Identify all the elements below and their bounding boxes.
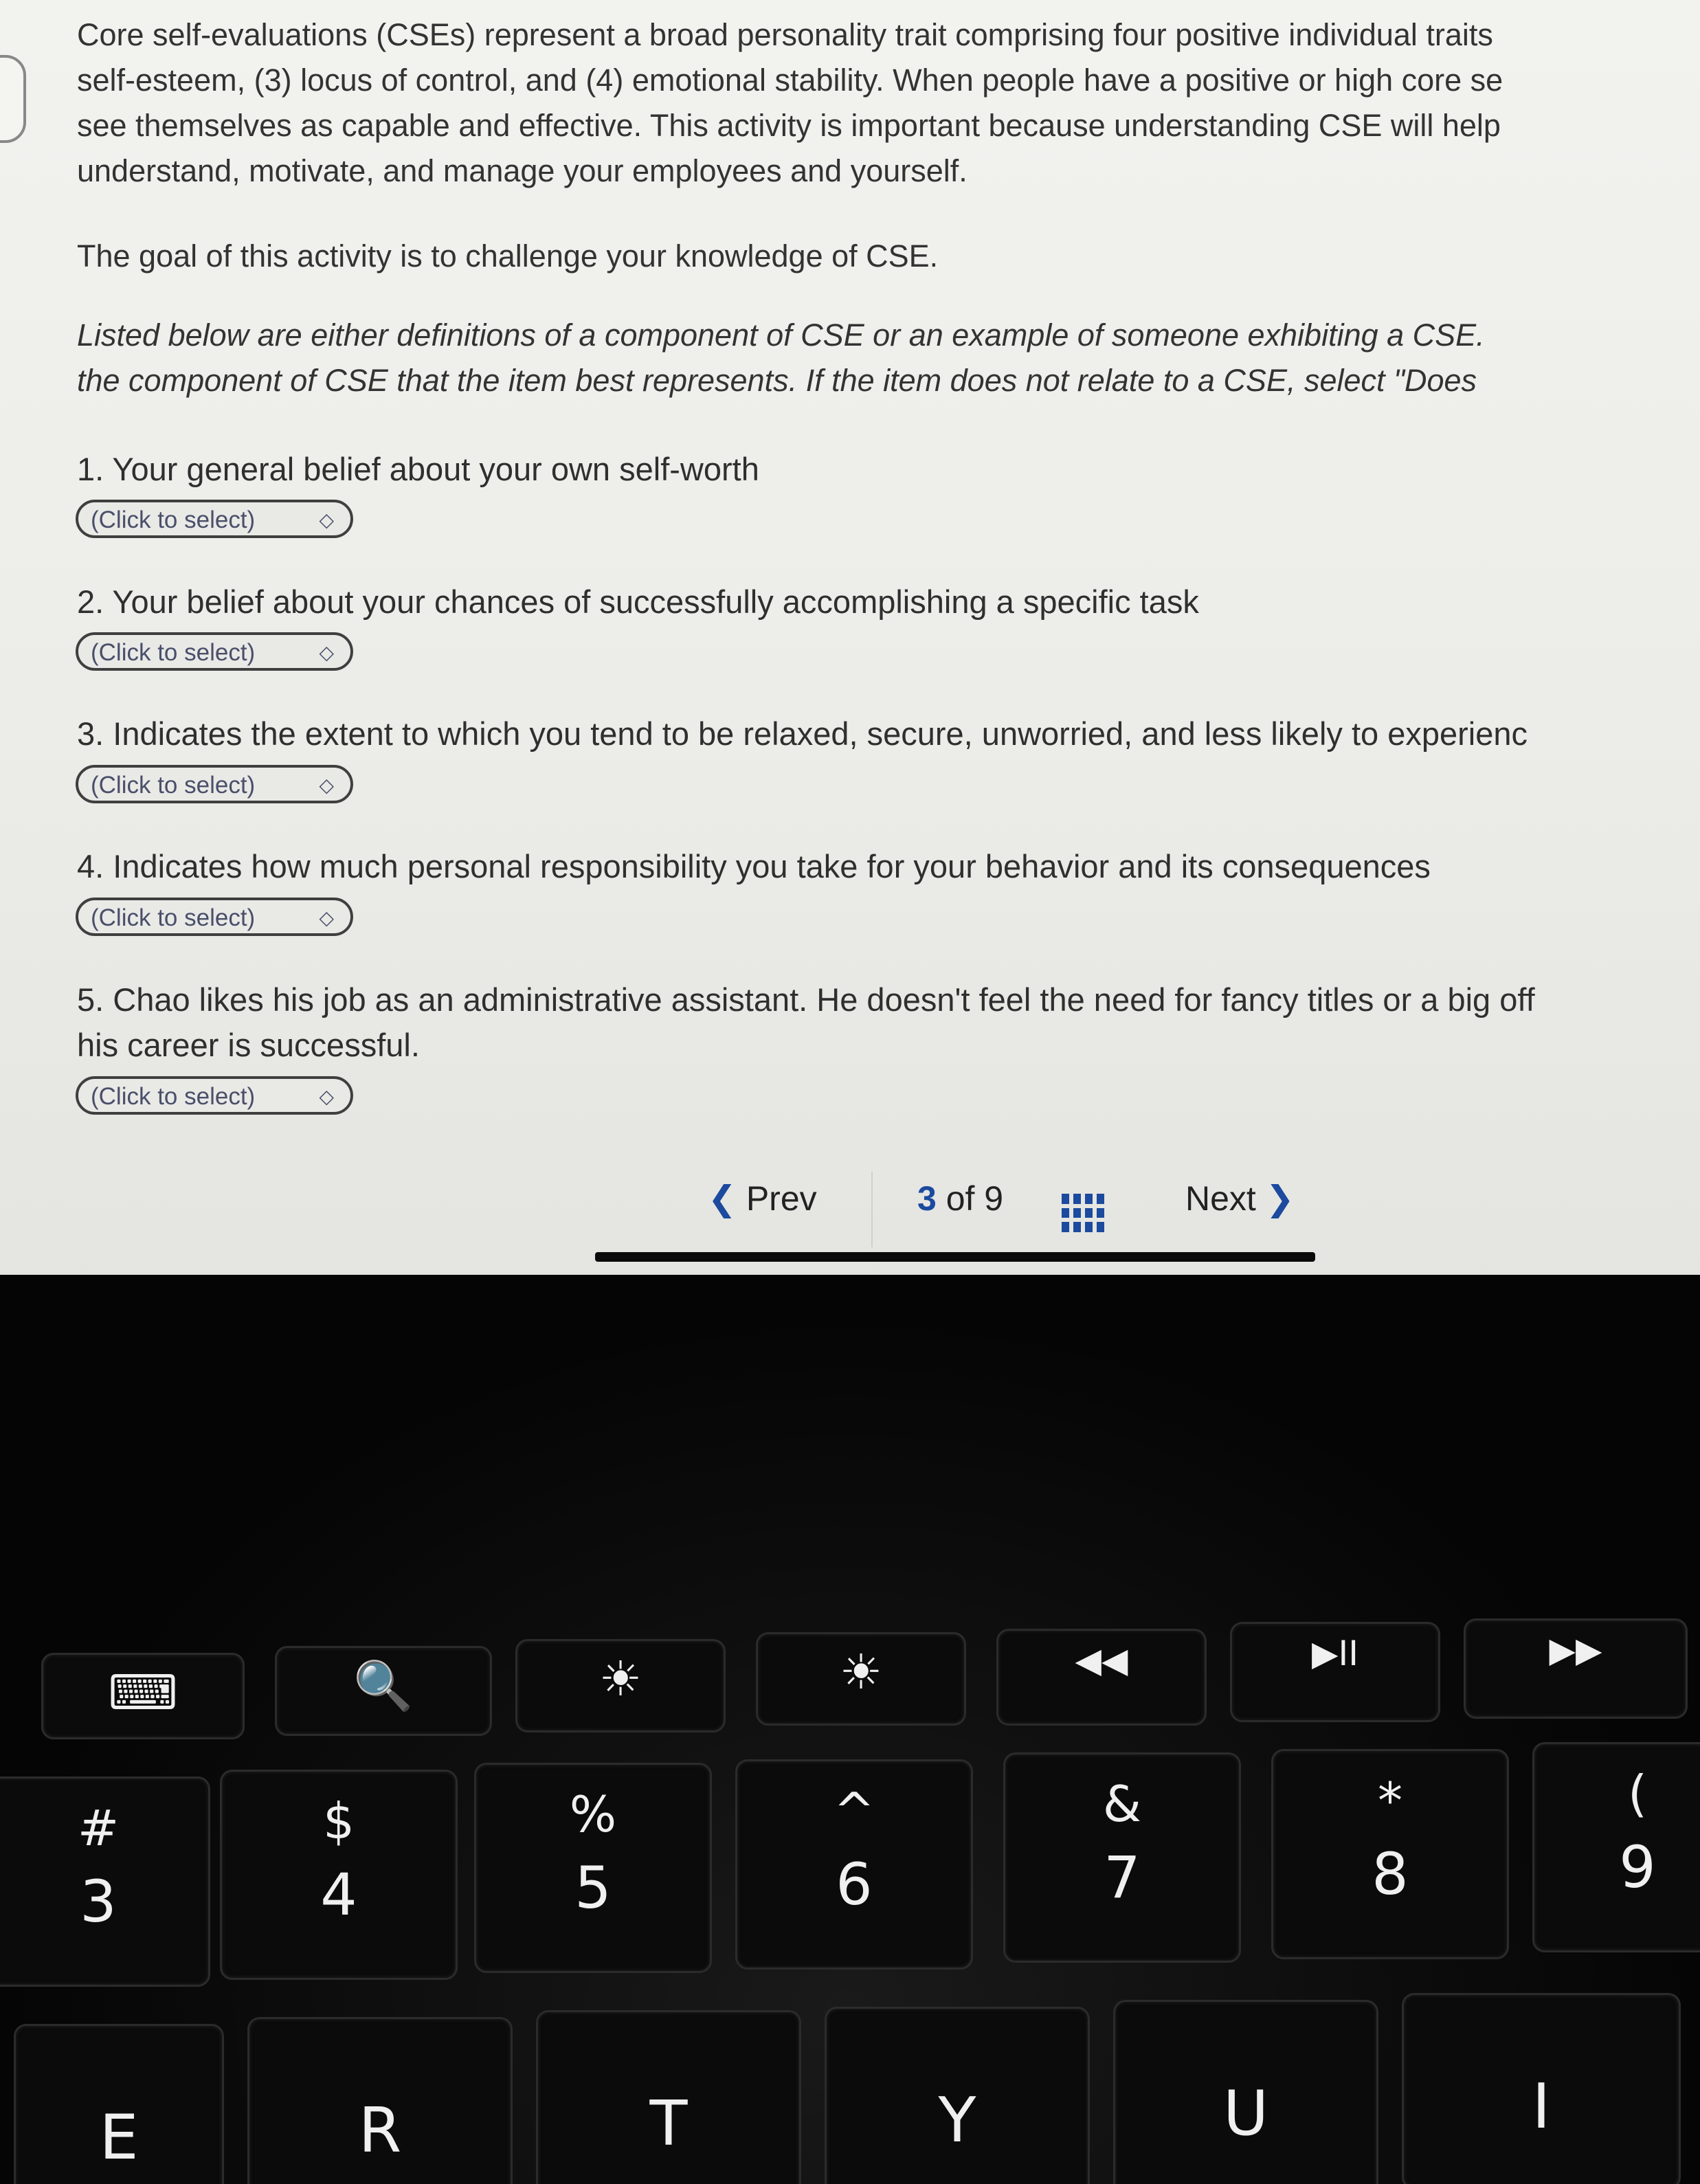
keyboard-backlight-key: [41, 1653, 245, 1739]
intro-line: understand, motivate, and manage your employees and yourself.: [77, 153, 968, 188]
key-symbol: $: [323, 1792, 355, 1850]
select-label: (Click to select): [91, 904, 256, 931]
chevron-right-icon: ❯: [1265, 1179, 1295, 1218]
key-letter: R: [358, 2095, 402, 2167]
key-digit: 9: [1619, 1834, 1656, 1901]
key-symbol: (: [1627, 1765, 1648, 1823]
key-8: [1271, 1749, 1509, 1959]
key-6: [735, 1759, 973, 1970]
key-symbol: &: [1102, 1775, 1142, 1833]
question-1-text: 1. Your general belief about your own self-worth: [77, 451, 759, 487]
fast-forward-icon: ▶▶: [1549, 1630, 1602, 1670]
chevron-updown-icon: ◇: [319, 509, 334, 531]
question-2-text: 2. Your belief about your chances of successfully accomplishing a specific task: [77, 583, 1199, 620]
key-7: [1003, 1752, 1241, 1963]
goal-text: The goal of this activity is to challenge your knowledge of CSE.: [77, 238, 939, 274]
screen-bezel: [0, 1275, 1700, 1309]
intro-line: self-esteem, (3) locus of control, and (4) emotional stability. When people have a positive or high core se: [77, 63, 1503, 98]
chevron-updown-icon: ◇: [319, 775, 334, 796]
key-u: [1113, 2000, 1378, 2184]
key-digit: 4: [320, 1861, 357, 1928]
question-3-select[interactable]: [76, 765, 353, 803]
question-5-text-continued: his career is successful.: [77, 1027, 420, 1063]
current-page: 3: [917, 1179, 937, 1218]
search-key: [275, 1646, 492, 1736]
instructions-paragraph: [77, 313, 1485, 403]
key-t: [536, 2010, 801, 2184]
key-3: [0, 1776, 210, 1987]
key-letter: E: [99, 2102, 139, 2174]
keyboard-icon: ⌨: [108, 1664, 178, 1721]
physical-keyboard: [0, 1309, 1700, 2184]
key-i: [1402, 1993, 1681, 2184]
question-4-select[interactable]: [76, 898, 353, 936]
key-e: [14, 2024, 224, 2184]
key-r: [247, 2017, 513, 2184]
rewind-icon: ◀◀: [1075, 1640, 1128, 1680]
key-letter: T: [649, 2088, 688, 2160]
question-4-text: 4. Indicates how much personal responsibility you take for your behavior and its consequences: [77, 848, 1431, 884]
chevron-left-icon: ❮: [708, 1179, 737, 1218]
prev-label: Prev: [746, 1179, 817, 1218]
key-digit: 8: [1372, 1840, 1409, 1908]
total-pages: of 9: [946, 1179, 1004, 1218]
chevron-updown-icon: ◇: [319, 642, 334, 663]
key-4: [220, 1770, 458, 1980]
select-label: (Click to select): [91, 639, 256, 666]
instructions-line: Listed below are either definitions of a component of CSE or an example of someone exhibiting a CSE.: [77, 317, 1485, 353]
question-5-select[interactable]: [76, 1076, 353, 1115]
select-label: (Click to select): [91, 506, 256, 533]
question-5-text: 5. Chao likes his job as an administrative assistant. He doesn't feel the need for fancy titles or a big off: [77, 981, 1535, 1018]
question-3-text: 3. Indicates the extent to which you tend to be relaxed, secure, unworried, and less likely to experienc: [77, 715, 1528, 752]
rewind-key: [996, 1629, 1207, 1726]
next-button[interactable]: [1185, 1179, 1295, 1218]
key-5: [474, 1763, 712, 1973]
question-2-select[interactable]: [76, 632, 353, 671]
key-digit: 3: [80, 1868, 117, 1935]
chevron-updown-icon: ◇: [319, 1086, 334, 1107]
select-label: (Click to select): [91, 772, 256, 799]
key-symbol: ^: [833, 1782, 875, 1840]
page-indicator: [917, 1179, 1003, 1218]
key-digit: 7: [1104, 1844, 1141, 1911]
key-symbol: *: [1378, 1772, 1402, 1829]
key-symbol: #: [77, 1799, 120, 1857]
key-9: [1532, 1742, 1700, 1952]
prev-button[interactable]: [708, 1179, 817, 1218]
key-letter: Y: [938, 2084, 976, 2157]
brightness-up-icon: ☀: [839, 1644, 883, 1700]
question-1-select[interactable]: [76, 500, 353, 538]
key-digit: 5: [574, 1854, 612, 1921]
instructions-line: the component of CSE that the item best represents. If the item does not relate to a CSE, select "Does: [77, 363, 1477, 398]
grid-icon[interactable]: [1062, 1194, 1104, 1232]
key-letter: I: [1532, 2071, 1551, 2143]
fast-forward-key: [1464, 1618, 1688, 1719]
key-digit: 6: [836, 1851, 873, 1918]
brightness-up-key: [756, 1632, 966, 1726]
key-y: [825, 2007, 1090, 2184]
search-icon: 🔍: [353, 1658, 414, 1714]
intro-paragraph: [77, 12, 1503, 194]
key-symbol: %: [569, 1785, 617, 1843]
brightness-down-icon: ☀: [599, 1651, 642, 1707]
intro-line: see themselves as capable and effective. This activity is important because understanding CSE will help: [77, 108, 1501, 143]
pager-divider: [871, 1172, 873, 1247]
key-letter: U: [1223, 2077, 1268, 2150]
next-label: Next: [1185, 1179, 1256, 1218]
chevron-updown-icon: ◇: [319, 907, 334, 928]
sidebar-tab-handle[interactable]: [0, 55, 26, 143]
select-label: (Click to select): [91, 1083, 256, 1110]
brightness-down-key: [515, 1639, 726, 1732]
play-pause-icon: ▶II: [1312, 1634, 1358, 1673]
page-progress-bar: [595, 1252, 1315, 1262]
intro-line: Core self-evaluations (CSEs) represent a broad personality trait comprising four positive individual traits: [77, 17, 1493, 52]
play-pause-key: [1230, 1622, 1440, 1722]
